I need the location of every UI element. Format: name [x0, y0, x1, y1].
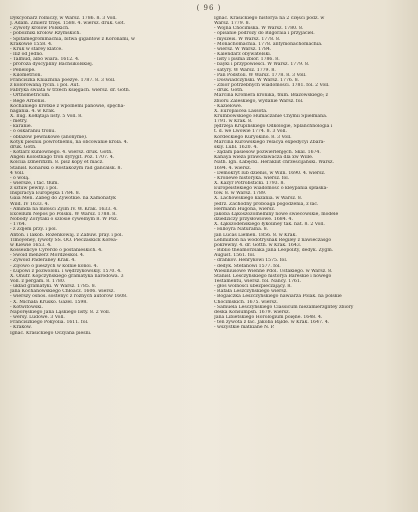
index-entry: Wiesiniusowe Wienne Pdol. Ustakiego. w Warsz. 8.: [214, 268, 333, 274]
index-entry: Excellum Nepos po Polsku. W Warsz. 1788. 8.: [10, 211, 117, 217]
index-entry: X. Łąkszodenskiego łykoliney tak. nat. 8. 2 Voll.: [214, 222, 325, 228]
index-entry: - żądam pasiesow pozwierlenjęch. Skal. 1674.: [214, 150, 321, 156]
index-entry: nagania. 4. w Krak.: [10, 108, 56, 114]
index-entry: - Rege Arbonis.: [10, 98, 46, 104]
page-number-header: ( 96 ): [196, 4, 222, 12]
index-entry: - o wolą.: [10, 175, 30, 181]
index-entry: - obłazów pewnikowe (anonyme).: [10, 134, 88, 140]
index-entry: Europeistekiego wiadomość o kleypania spłaska-: [214, 186, 328, 192]
index-entry: 1694. 4. wiersz.: [214, 165, 252, 171]
index-entry: Jakóba Łąkoszozolnelniny nowe świecowskie, modele: [214, 211, 339, 217]
index-entry: pokrewny. 4. dr. Gotth. w Krak. 1643.: [214, 242, 302, 248]
index-entry: z kolorowaną rycin. i pol. Aut.: [10, 83, 80, 89]
index-entry: - opisanie podróży do Bilgoraia i przyjaciel.: [214, 31, 315, 37]
index-entry: - Demokryt lub dzienis, w Wiln. 1690. 4. wiersz.: [214, 170, 326, 176]
index-entry: w Kiewie 1653. 4.: [10, 242, 52, 248]
index-entry: Ignac. Krasickiego Oczyana pieśni.: [10, 330, 92, 336]
index-entry: Inspiracya Europejka 1784. 8.: [10, 191, 81, 197]
index-entry: - Penelope.: [10, 67, 36, 73]
index-entry: - Bogaiczka Leszczyńskiego nawiarza Polak. na polskie: [214, 294, 342, 300]
index-entry: - Iliź od Jedno.: [10, 52, 44, 58]
index-entry: - Kilometrion.: [10, 72, 42, 78]
index-entry: - Monachomachia. 1778. antymonachomachia.: [214, 41, 323, 47]
index-entry: - wiersze, i tac. tłum.: [10, 181, 59, 186]
index-entry: Gaia Men. Zabeg do Zywotkie. na Xamonatyk: [10, 196, 116, 202]
index-entry: - wszystkie matkiane N. P.: [214, 325, 275, 331]
index-entry: Voll. z pergam. 8. 1780.: [10, 278, 66, 284]
index-entry: - Doświadczyński. W Warsz. 1776. 8.: [214, 77, 300, 83]
index-entry: Kochaniego krótkie z wpólnemi panowie, spęcha-: [10, 103, 125, 109]
index-entry: - Zywoid Paderaney Krak. 4.: [10, 258, 76, 264]
index-entry: Naporęskiego Jana Ląskiego listy. 8. 2 Voll.: [10, 309, 111, 315]
index-entry: Lehmiiflon na wodotrysnak Regiley z nawieczasgo: [214, 237, 332, 243]
index-entry: tów. 8. w Warsz. 1789.: [214, 191, 267, 197]
index-entry: - Ziyowo o pieszych w kolnie konoi. 4.: [10, 263, 98, 269]
index-entry: - Samuela Lesczyńskiego Classicum niezamierzglitey zbiory: [214, 304, 354, 310]
index-entry: t. d. we Lwowie 1774. 8. 3 Voll.: [214, 129, 287, 135]
index-entry: z sztuw pewny. i pol.: [10, 186, 58, 192]
index-entry: - Wojna Chocimska. W Warsz. 1780. 8.: [214, 26, 304, 32]
index-entry: - dedyk. Stefanowi 1577. fol.: [214, 263, 281, 269]
index-entry: Stanisł. Konarski o Rostakozym rad gancalsk. 8.: [10, 165, 122, 171]
index-entry: - Kazielowe.: [214, 103, 243, 109]
index-entry: Franciszka Kniaźnina poezye. 1787. 8. 3 Voll.: [10, 77, 116, 83]
index-entry: - wierszy osnos. sostenyc z różnych autorow 1608.: [10, 294, 128, 300]
index-entry: Kolciia Izmerifizm. 8. pisz kopy et macz.: [10, 160, 104, 166]
index-entry: - listy i pisma zbiór. 1786. 8.: [214, 57, 280, 63]
index-entry: Kahaya wieza prawodawacza dla xw Wille.: [214, 155, 314, 161]
right-column: [214, 16, 408, 336]
index-entry: Nath. Ign. Łabęcki. Herakliit chrześcijański. Warsz.: [214, 160, 334, 166]
index-entry: - Kotwitowski.: [10, 304, 43, 310]
index-entry: Kordeckiego Kuryokino. 8. 3 Voll.: [214, 134, 292, 140]
index-entry: X. Onufr. Kopczyńskiego gramatyka narodowa. 3: [10, 273, 124, 279]
index-entry: - o oskaraniu tronu.: [10, 129, 56, 135]
index-entry: deska Konsumpsh. 1679. wiersz.: [214, 309, 291, 315]
index-entry: Jedrz. Zachodny proboaga pogodzenia, z łac.: [214, 201, 319, 207]
index-entry: - Łupowi z pozwoloni. i wędrzykowskiy. 1570. 4.: [10, 268, 122, 274]
index-entry: - Swoid menzerz Mordzeskol. 4.: [10, 253, 85, 259]
index-entry: - druk. Goth.: [214, 88, 244, 94]
index-entry: zbioru Zaleskiego, wydanie Warsz. fol.: [214, 98, 304, 104]
index-entry: Krakowie 1558. 4.: [10, 41, 53, 47]
index-entry: - Kruk w starey klatce.: [10, 46, 63, 52]
index-entry: Tlmoyeney, Iywoty SS. OO. Pieczaskick Korea-: [10, 237, 118, 243]
index-entry: Kotyk pieśniu powrotnemu, na obcowanie króla. 4.: [10, 139, 129, 145]
index-entry: - Kotlarz kunlownego. 4. wiersz. druk. Goth.: [10, 150, 113, 156]
index-entry: Krumbowskiego Humaczanie Chymii Spielmana.: [214, 113, 328, 119]
index-entry: - Żywoty królów Polskich.: [10, 26, 70, 32]
index-entry: Dykcyonarz rolniczy, w Warsz. 1786. 8. 3 Voll.: [10, 16, 117, 21]
index-entry: Jana Libietskiego Horologium poięne. 1648. 4.: [214, 315, 323, 321]
index-entry: - karanie.: [10, 124, 33, 130]
index-entry: Fabryka świata w trzech księgach. wiersz. dr. Goth.: [10, 88, 131, 94]
index-entry: Nobody Zorytaki o szlosie cywelnym 8. W Poz.: [10, 217, 119, 223]
index-entry: - Hilloyra Naturalna. 8.: [214, 227, 269, 233]
index-entry: - Rafała Leszczyńskiego wiersz.: [214, 289, 288, 295]
index-entry: Warsz. 1779. 8.: [214, 21, 250, 27]
index-entry: - Kroliewe historyka. wiersz. fol.: [214, 175, 290, 181]
index-entry: Testamentu, wiersz. fol. Nancy. 1761.: [214, 278, 302, 284]
index-entry: X. Kazyr Potrobsticki. 1793. 8.: [214, 181, 285, 186]
index-entry: - Kraków.: [10, 325, 32, 331]
index-entry: Stanisł. Lesczyńskiego historya Bareskie i nowego: [214, 273, 332, 279]
index-entry: - Kalendarz obywatelski.: [214, 52, 272, 58]
index-entry: Hermann Hugona, wiersz.: [214, 206, 276, 212]
index-entry: - Orthometricum.: [10, 93, 51, 99]
index-entry: X. Europaicea Lassota.: [214, 108, 268, 114]
index-entry: Anton. i Iakob. Rozenkowaj. z Zabuw. pray. i pol.: [10, 232, 123, 238]
index-entry: - pobożniki królów Rzymskich.: [10, 31, 81, 37]
index-entry: Marcina Kromera kronika, tłum. Błażowskiego; z: [214, 93, 329, 99]
index-entry: X. Lachowskiego kazania. w Warsz. 8.: [214, 196, 303, 202]
index-entry: Jan Lucas Liemen. 1856. 8. w Krak.: [214, 232, 297, 238]
index-entry: X. Ilug. Kołłątaja listy. 5 Voll. 8.: [10, 113, 83, 119]
index-entry: Jana Kochanowskiego Chłoacz. 1606. wiersz.: [10, 289, 115, 295]
index-entry: - głos wolności ubezpieczający. 8.: [214, 284, 292, 290]
index-entry: - drahkov. Henrykowi 1575. fol.: [214, 258, 288, 264]
index-entry: Jędrzeja Krupińskiego Odkologie, Splanchnologia i: [214, 124, 333, 130]
index-columns: [10, 16, 408, 336]
index-entry: J. Adam. Zmierz trzęs. 1588. 4. wiersz. druk. Got.: [10, 21, 125, 27]
index-entry: - proroza dyscypliny Bachsikolskiej.: [10, 62, 94, 68]
index-entry: Chocimskich. 1675. wiersz.: [214, 299, 278, 305]
index-entry: - Biblio theamorzsaka Jana Leopolity, dedyk. Zygm.: [214, 248, 334, 254]
index-entry: - X. Michała Kruśko. Gazel. 1598.: [10, 299, 88, 305]
index-entry: - Aminda na miłości Żyim IV. W. Krak. 1633. 4.: [10, 206, 118, 212]
index-entry: Kosseidicye Cyrerdo o postanieskich. 4.: [10, 248, 103, 254]
index-entry: - Pan Podstoli. W Warsz. 1778. 8. 3 Voll.: [214, 72, 307, 78]
index-entry: - wiersz. W Warsz. 1784.: [214, 46, 272, 52]
index-entry: 4 Voll.: [10, 170, 25, 176]
index-entry: August. 1561. fol.: [214, 253, 256, 259]
index-entry: Marcina Kurowskiego relacya expedycyi Zbara-: [214, 139, 325, 145]
index-entry: - Zbiór potrzebnych wiadomości. 1781. fol. 2 Voll.: [214, 83, 330, 89]
left-column: [10, 16, 206, 336]
index-entry: skiy. Lubl. 1620. 4.: [214, 144, 258, 150]
index-entry: - układ gramatyki. W Warsz. 1785. 8.: [10, 284, 97, 290]
index-entry: - Spitamegrommachia, bitwa gigantów z Koronami, w: [10, 36, 135, 42]
index-entry: - bayki i przypowieści. W Warsz. 1779. 8.: [214, 62, 310, 68]
index-entry: - Talmud, albo wiara. 1612. 4.: [10, 57, 80, 63]
index-entry: - wersy. Ludowe. 3 Voll.: [10, 315, 65, 321]
index-entry: - satyry. W Warsz. 1779. 8.: [214, 67, 276, 73]
index-entry: - metry.: [10, 119, 28, 125]
index-entry: druk. Goth.: [10, 144, 37, 150]
index-entry: - z Zdjem przy. i pol.: [10, 227, 58, 233]
index-entry: Angeli Kolostkago tron dyrygit. Poz. 1707. 4.: [10, 155, 115, 161]
index-entry: 1791. w Krak. 8.: [214, 119, 253, 125]
index-entry: - ten żywota z łac. Jakoba Bąlde. w Krak. 1647. 4.: [214, 320, 330, 326]
index-entry: - 1764.: [10, 222, 27, 228]
index-entry: Wild. IV 1633. 4.: [10, 201, 50, 207]
index-entry: Ignac. Krasickiego historya na 2 części podz. w: [214, 16, 325, 21]
index-entry: - myszeis. W Warsz. 1778. 8.: [214, 36, 281, 42]
index-entry: dziedziczy przysłowiowe. 1684. 4.: [214, 217, 293, 223]
index-entry: Franciszkiego Pokyolia. 1611. fol.: [10, 320, 89, 326]
